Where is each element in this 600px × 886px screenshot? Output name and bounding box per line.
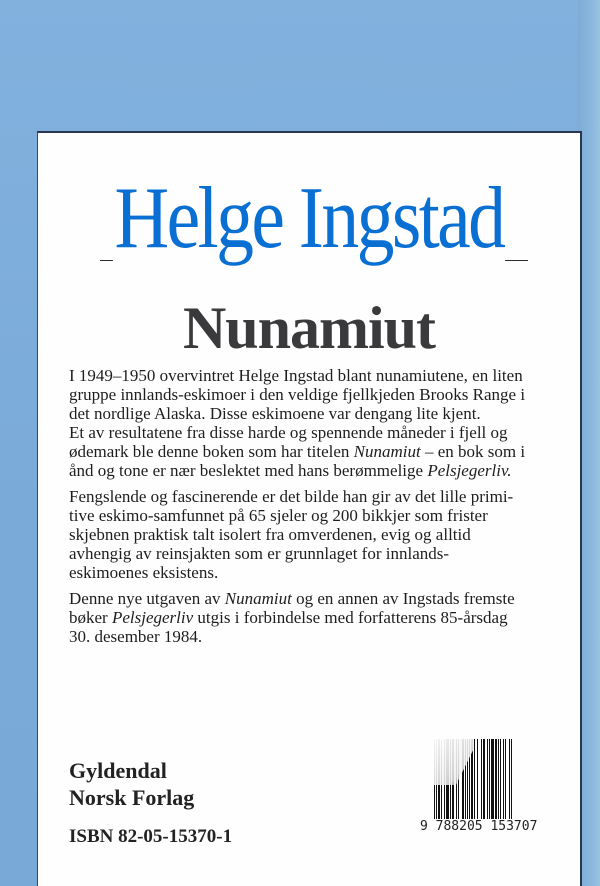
text-run: ødemark ble denne boken som har titelen — [69, 442, 354, 461]
blurb-line: tive eskimo-samfunnet på 65 sjeler og 200 bikkjer som frister — [69, 506, 488, 525]
text-run: – en bok som i — [420, 442, 526, 461]
blurb-line: gruppe innlands-eskimoer i den veldige fjellkjeden Brooks Range i — [69, 385, 526, 404]
blurb-line — [69, 461, 569, 480]
author-name-text: Helge Ingstad — [114, 170, 504, 267]
author-block — [38, 169, 580, 279]
blurb-line — [69, 589, 569, 608]
blurb-text — [69, 366, 569, 653]
blurb-paragraph-1 — [69, 366, 569, 480]
text-run: bøker — [69, 608, 112, 627]
blurb-line: I 1949–1950 overvintret Helge Ingstad blant nunamiutene, en liten — [69, 366, 523, 385]
blurb-line: Fengslende og fascinerende er det bilde han gir av det lille primi- — [69, 487, 514, 506]
isbn-number: ISBN 82-05-15370-1 — [69, 826, 233, 847]
italic-book-title: Pelsjegerliv — [111, 608, 194, 627]
blurb-line: eskimoenes eksistens. — [69, 563, 219, 582]
italic-book-title: Nunamiut — [353, 442, 421, 461]
italic-book-title: Nunamiut — [224, 589, 292, 608]
italic-book-title: Pelsjegerliv. — [427, 461, 512, 480]
text-run: ånd og tone er nær beslektet med hans berømmelige — [69, 461, 428, 480]
text-run: Denne nye utgaven av — [69, 589, 225, 608]
blurb-line: 30. desember 1984. — [69, 627, 203, 646]
blurb-paragraph-3 — [69, 589, 569, 646]
publisher-line-1: Gyldendal — [69, 758, 167, 783]
blurb-line: Et av resultatene fra disse harde og spennende måneder i fjell og — [69, 423, 508, 442]
text-run: og en annen av Ingstads fremste — [291, 589, 515, 608]
blurb-paragraph-2 — [69, 487, 569, 582]
ean-barcode — [420, 739, 545, 839]
publisher-line-2: Norsk Forlag — [69, 785, 195, 810]
blurb-line — [69, 608, 569, 627]
publisher-name — [69, 757, 194, 811]
author-name — [76, 169, 542, 269]
text-run: utgis i forbindelse med forfatterens 85-årsdag — [193, 608, 508, 627]
blurb-line: skjebnen praktisk talt isolert fra omverdenen, evig og alltid — [69, 525, 471, 544]
barcode-digits: 9 788205 153707 — [420, 819, 538, 834]
blurb-line: det nordlige Alaska. Disse eskimoene var dengang lite kjent. — [69, 404, 481, 423]
barcode-bar — [512, 739, 513, 819]
white-text-panel — [37, 131, 582, 886]
blurb-line: avhengig av reinsjakten som er grunnlaget for innlands- — [69, 544, 450, 563]
blurb-line — [69, 442, 569, 461]
book-title: Nunamiut — [182, 295, 436, 361]
